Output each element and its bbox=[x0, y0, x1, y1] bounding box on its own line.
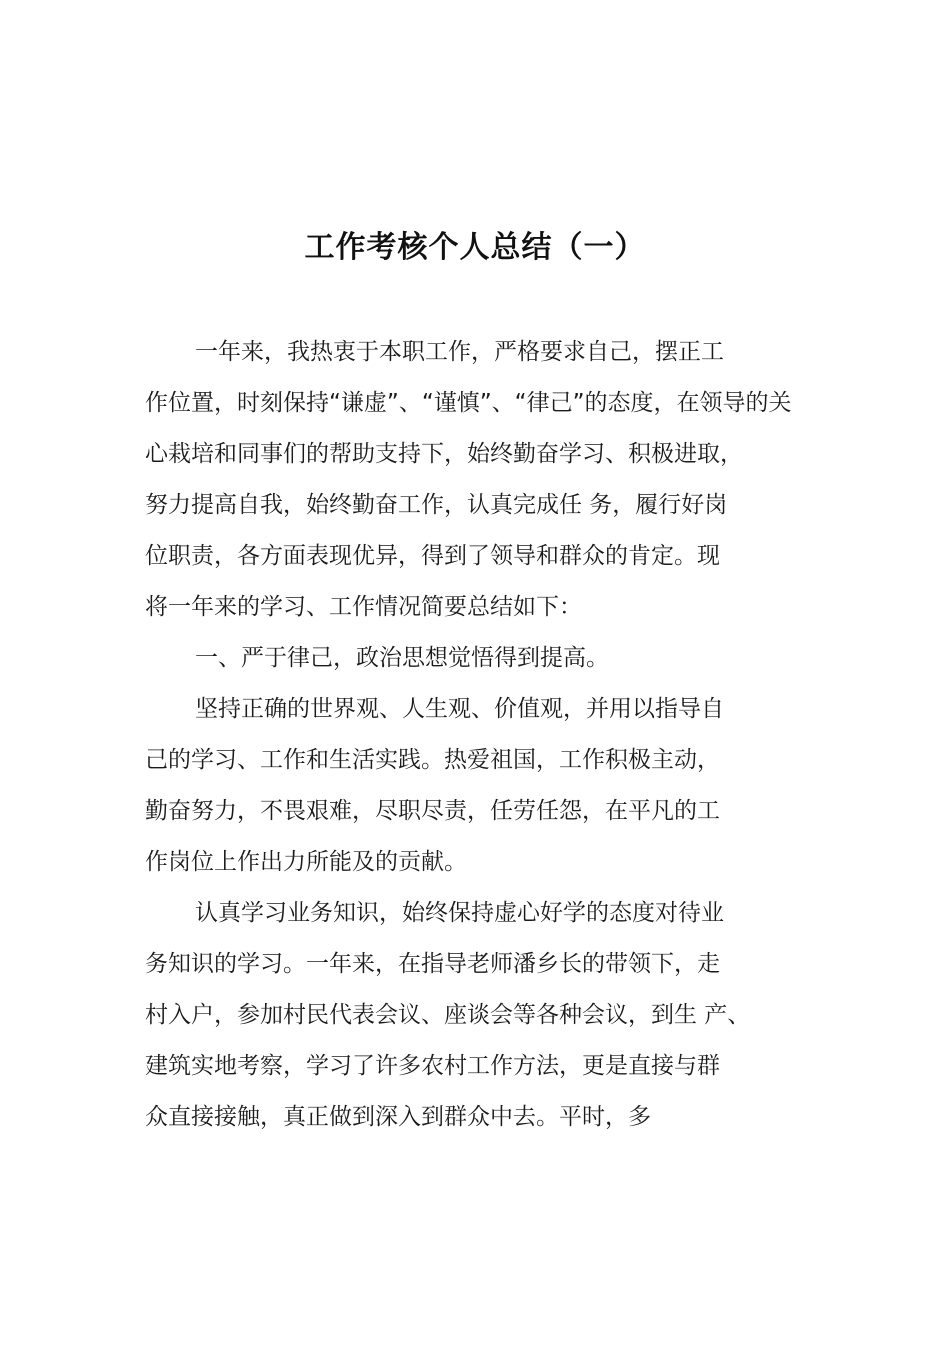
paragraph-line: 坚持正确的世界观、人生观、价值观，并用以指导自 bbox=[195, 696, 724, 722]
paragraph-line: 将一年来的学习、工作情况简要总结如下： bbox=[145, 594, 582, 620]
paragraph-line: 己的学习、工作和生活实践。热爱祖国，工作积极主动， bbox=[145, 747, 720, 773]
section-heading: 一、严于律己，政治思想觉悟得到提高。 bbox=[195, 645, 609, 671]
paragraph-line: 位职责，各方面表现优异，得到了领导和群众的肯定。现 bbox=[145, 543, 720, 569]
paragraph-line: 众直接接触，真正做到深入到群众中去。平时，多 bbox=[145, 1104, 651, 1130]
paragraph-line: 认真学习业务知识，始终保持虚心好学的态度对待业 bbox=[195, 900, 724, 926]
paragraph-line: 心栽培和同事们的帮助支持下，始终勤奋学习、积极进取， bbox=[145, 441, 743, 467]
paragraph-line: 建筑实地考察，学习了许多农村工作方法，更是直接与群 bbox=[145, 1053, 720, 1079]
paragraph-line: 一年来，我热衷于本职工作，严格要求自己，摆正工 bbox=[195, 339, 724, 365]
paragraph-line: 作位置，时刻保持“谦虚”、“谨慎”、“律己”的态度，在领导的关 bbox=[145, 390, 792, 416]
paragraph-line: 努力提高自我，始终勤奋工作，认真完成任 务，履行好岗 bbox=[145, 492, 728, 518]
paragraph-line: 勤奋努力，不畏艰难，尽职尽责，任劳任怨，在平凡的工 bbox=[145, 798, 720, 824]
document-title: 工作考核个人总结（一） bbox=[304, 230, 646, 265]
paragraph-line: 作岗位上作出力所能及的贡献。 bbox=[145, 849, 467, 875]
paragraph-line: 务知识的学习。一年来，在指导老师潘乡长的带领下，走 bbox=[145, 951, 720, 977]
paragraph-line: 村入户，参加村民代表会议、座谈会等各种会议，到生 产、 bbox=[145, 1002, 751, 1028]
